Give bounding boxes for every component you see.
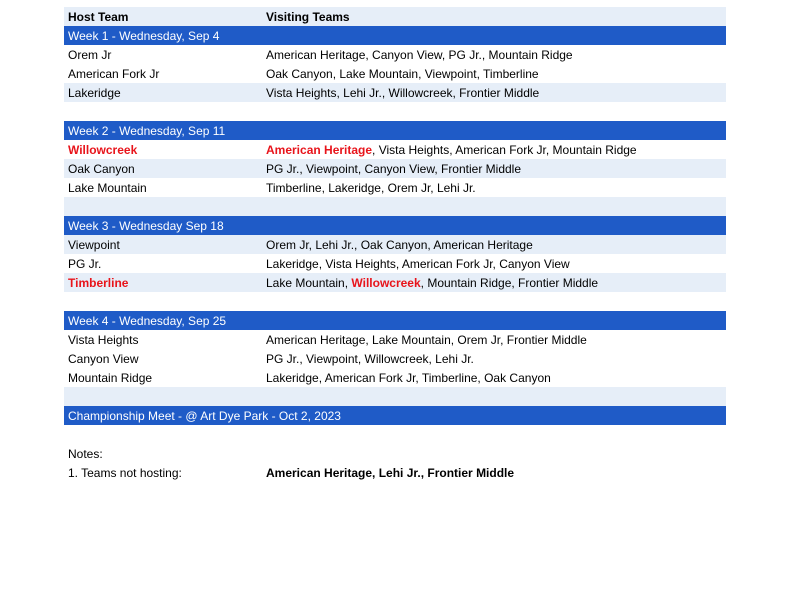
visiting-cell: Oak Canyon, Lake Mountain, Viewpoint, Timberline bbox=[266, 66, 539, 81]
table-row bbox=[64, 235, 726, 254]
table-row bbox=[64, 368, 726, 387]
host-cell: Vista Heights bbox=[68, 332, 139, 347]
table-row bbox=[64, 45, 726, 64]
spacer-row bbox=[64, 425, 726, 444]
week-3-header bbox=[64, 216, 726, 235]
visiting-cell: Lakeridge, American Fork Jr, Timberline, Oak Canyon bbox=[266, 370, 551, 385]
notes-row bbox=[64, 444, 726, 463]
table-row bbox=[64, 159, 726, 178]
host-cell: Lake Mountain bbox=[68, 180, 147, 195]
visiting-cell: PG Jr., Viewpoint, Willowcreek, Lehi Jr. bbox=[266, 351, 474, 366]
week-title: Week 4 - Wednesday, Sep 25 bbox=[68, 313, 227, 328]
visiting-cell: Timberline, Lakeridge, Orem Jr, Lehi Jr. bbox=[266, 180, 476, 195]
notes-item-row bbox=[64, 463, 726, 482]
table-row bbox=[64, 273, 726, 292]
table-row bbox=[64, 140, 726, 159]
host-cell: Mountain Ridge bbox=[68, 370, 153, 385]
table-row bbox=[64, 64, 726, 83]
column-header-row bbox=[64, 7, 726, 26]
spacer-row bbox=[64, 292, 726, 311]
notes-item-value: American Heritage, Lehi Jr., Frontier Middle bbox=[266, 465, 515, 480]
week-2-header bbox=[64, 121, 726, 140]
notes-label: Notes: bbox=[68, 446, 103, 461]
host-cell: Canyon View bbox=[68, 351, 139, 366]
host-cell: Orem Jr bbox=[68, 47, 112, 62]
week-4-header bbox=[64, 311, 726, 330]
visiting-teams-header: Visiting Teams bbox=[266, 9, 350, 24]
host-team-header: Host Team bbox=[68, 9, 129, 24]
spacer-row bbox=[64, 197, 726, 216]
highlight-team: American Heritage bbox=[266, 142, 373, 157]
visiting-cell bbox=[262, 276, 726, 290]
visiting-cell: American Heritage, Lake Mountain, Orem Jr, Frontier Middle bbox=[266, 332, 587, 347]
table-row bbox=[64, 330, 726, 349]
host-cell: Viewpoint bbox=[68, 237, 120, 252]
championship-row bbox=[64, 406, 726, 425]
week-title: Week 1 - Wednesday, Sep 4 bbox=[68, 28, 220, 43]
week-1-header bbox=[64, 26, 726, 45]
visiting-text: , Mountain Ridge, Frontier Middle bbox=[420, 275, 599, 290]
table-row bbox=[64, 254, 726, 273]
visiting-cell bbox=[262, 143, 726, 157]
host-cell: PG Jr. bbox=[68, 256, 102, 271]
visiting-cell: Lakeridge, Vista Heights, American Fork Jr, Canyon View bbox=[266, 256, 570, 271]
table-row bbox=[64, 178, 726, 197]
schedule-sheet bbox=[64, 7, 726, 482]
championship-text: Championship Meet - @ Art Dye Park - Oct 2, 2023 bbox=[68, 408, 341, 423]
host-cell: Lakeridge bbox=[68, 85, 121, 100]
visiting-text: Lake Mountain, bbox=[266, 275, 352, 290]
host-cell: Oak Canyon bbox=[68, 161, 135, 176]
visiting-text: , Vista Heights, American Fork Jr, Mountain Ridge bbox=[372, 142, 637, 157]
host-cell: Willowcreek bbox=[68, 142, 138, 157]
week-title: Week 3 - Wednesday Sep 18 bbox=[68, 218, 224, 233]
table-row bbox=[64, 83, 726, 102]
visiting-cell: PG Jr., Viewpoint, Canyon View, Frontier Middle bbox=[266, 161, 522, 176]
spacer-row bbox=[64, 387, 726, 406]
visiting-cell: Vista Heights, Lehi Jr., Willowcreek, Frontier Middle bbox=[266, 85, 540, 100]
spacer-row bbox=[64, 102, 726, 121]
host-cell: Timberline bbox=[68, 275, 129, 290]
visiting-cell: American Heritage, Canyon View, PG Jr., Mountain Ridge bbox=[266, 47, 573, 62]
host-cell: American Fork Jr bbox=[68, 66, 160, 81]
week-title: Week 2 - Wednesday, Sep 11 bbox=[68, 123, 226, 138]
notes-item-label: 1. Teams not hosting: bbox=[68, 465, 182, 480]
visiting-cell: Orem Jr, Lehi Jr., Oak Canyon, American Heritage bbox=[266, 237, 533, 252]
table-row bbox=[64, 349, 726, 368]
highlight-team: Willowcreek bbox=[351, 275, 421, 290]
